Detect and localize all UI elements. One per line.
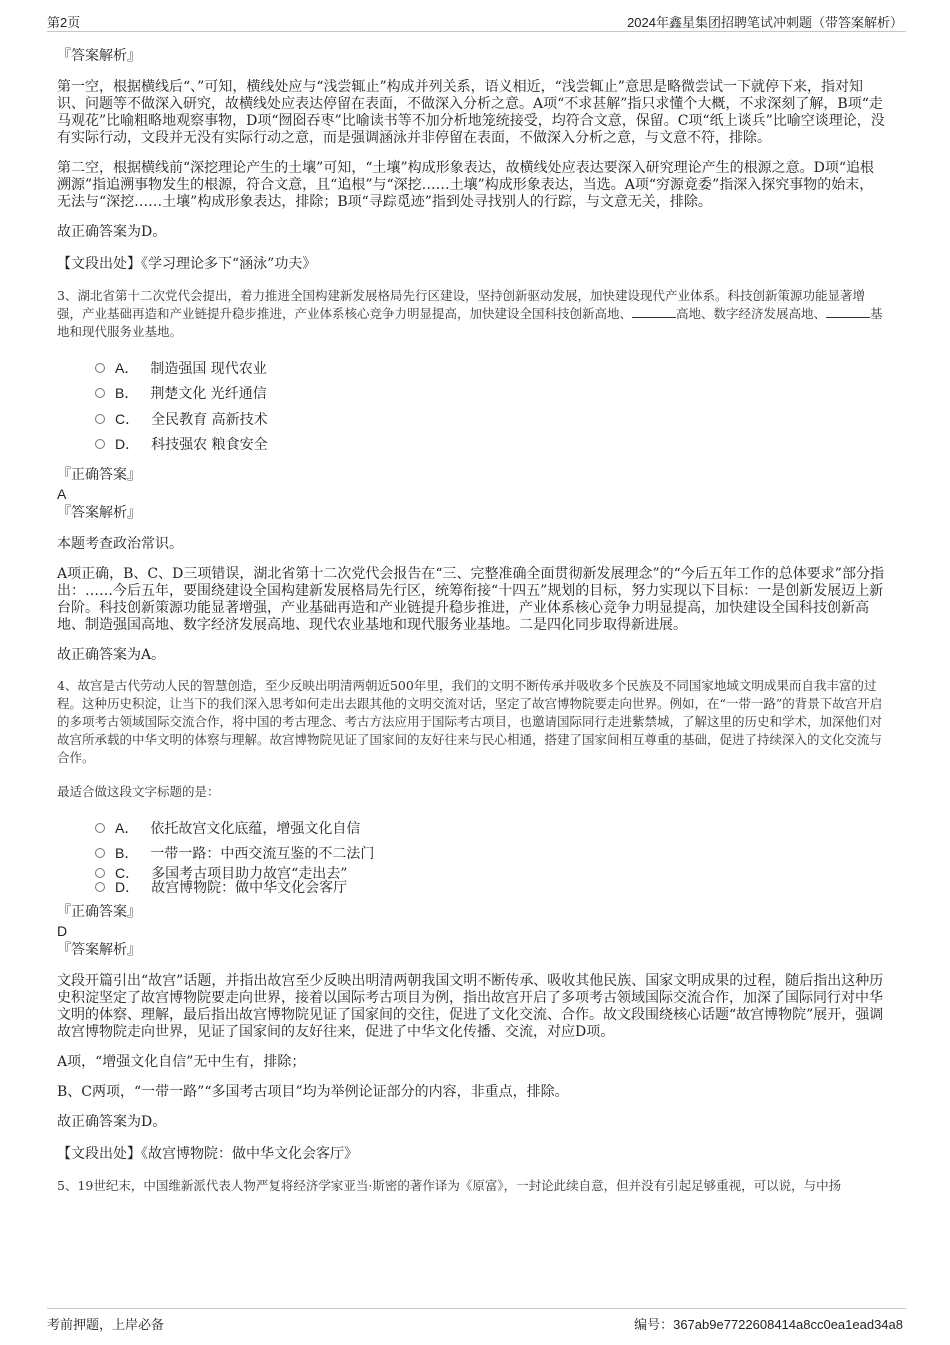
header-divider <box>47 31 906 32</box>
q3-options <box>95 355 887 457</box>
q3-option-b[interactable]: B． 荆楚文化 光纤通信 <box>95 381 887 407</box>
q2-conclusion: 故正确答案为D。 <box>57 224 167 240</box>
radio-button-icon[interactable] <box>95 439 105 449</box>
q3-correct-answer: A <box>57 486 67 502</box>
q3-stem: 3、湖北省第十二次党代会提出，着力推进全国构建新发展格局先行区建设，坚持创新驱动发展，加快建设现代产业体系。科技创新策源功能显著增强，产业基础再造和产业链提升稳步推进，产业体系核心竞争力明显提高，加快建设全国科技创新高地、 高地、数字经济发展高地、 基地和现代服务业基地。 <box>57 288 883 339</box>
radio-button-icon[interactable] <box>95 388 105 398</box>
q4-conclusion: 故正确答案为D。 <box>57 1114 167 1130</box>
page-footer <box>0 1300 950 1345</box>
q4-analysis-p3: B、C两项，“一带一路”“多国考古项目”均为举例论证部分的内容，非重点，排除。 <box>57 1084 569 1100</box>
q4-correct-label: 『正确答案』 <box>57 904 141 920</box>
q4-option-a[interactable]: A． 依托故宫文化底蕴，增强文化自信 <box>95 815 887 841</box>
q3-option-d[interactable]: D． 科技强农 粮食安全 <box>95 432 887 458</box>
document-title: 2024年鑫星集团招聘笔试冲刺题（带答案解析） <box>627 15 903 30</box>
q4-analysis-p1: 文段开篇引出“故宫”话题，并指出故宫至少反映出明清两朝我国文明不断传承、吸收其他民族、国家文明成果的过程，随后指出这种历史积淀坚定了故宫博物院要走向世界，接着以国际考古项目为例，指出故宫开启了多项考古领域国际交流合作，加深了国际同行对中华文明的体察、理解，最后指出故宫博物院见证了国家间的交往，促进了文化交流、合作。故文段围绕核心话题“故宫博物院”展开，强调故宫博物院走向世界，见证了国家间的友好往来，促进了中华文化传播、交流，对应D项。 <box>57 973 884 1040</box>
q4-analysis-label: 『答案解析』 <box>57 942 141 958</box>
q4-options <box>95 815 887 894</box>
document-id: 编号：367ab9e7722608414a8cc0ea1ead34a8 <box>634 1317 903 1332</box>
answer-blank <box>826 305 870 318</box>
q4-option-b[interactable]: B． 一带一路：中西交流互鉴的不二法门 <box>95 841 887 867</box>
q3-correct-label: 『正确答案』 <box>57 467 141 483</box>
q2-analysis-p2: 第二空，根据横线前“深挖理论产生的土壤”可知，“土壤”构成形象表达，故横线处应表达要深入研究理论产生的根源之意。D项“追根溯源”指追溯事物发生的根源，符合文意，且“追根”与“深挖……土壤”构成形象表达，当选。A项“穷源竟委”指深入探究事物的始末，无法与“深挖……土壤”构成形象表达，排除；B项“寻踪觅迹”指到处寻找别人的行踪，与文意无关，排除。 <box>57 160 875 210</box>
page-content <box>57 46 887 1300</box>
footer-divider <box>47 1308 906 1309</box>
q4-analysis-p2: A项，“增强文化自信”无中生有，排除； <box>57 1054 306 1070</box>
radio-button-icon[interactable] <box>95 414 105 424</box>
q4-option-c[interactable]: C． 多国考古项目助力故宫“走出去” <box>95 866 887 880</box>
footer-slogan: 考前押题，上岸必备 <box>47 1318 165 1333</box>
radio-button-icon[interactable] <box>95 363 105 373</box>
q2-analysis-label: 『答案解析』 <box>57 48 141 64</box>
q2-source: 【文段出处】《学习理论多下“涵泳”功夫》 <box>57 256 317 272</box>
q3-conclusion: 故正确答案为A。 <box>57 647 166 663</box>
q4-prompt: 最适合做这段文字标题的是： <box>57 784 220 799</box>
q2-analysis-p1: 第一空，根据横线后“、”可知，横线处应与“浅尝辄止”构成并列关系，语义相近，“浅尝辄止”意思是略微尝试一下就停下来，指对知识、问题等不做深入研究，故横线处应表达停留在表面，不做深入分析之意。A项“不求甚解”指只求懂个大概，不求深刻了解，B项“走马观花”比喻粗略地观察事物，D项“囫囵吞枣”比喻读书等不加分析地笼统接受，均符合文意，保留。C项“纸上谈兵”比喻空谈理论，没有实际行动，文段并无没有实际行动之意，而是强调涵泳并非停留在表面，不做深入分析之意，与文意不符，排除。 <box>57 79 885 146</box>
answer-blank <box>632 305 676 318</box>
radio-button-icon[interactable] <box>95 882 105 892</box>
radio-button-icon[interactable] <box>95 868 105 878</box>
radio-button-icon[interactable] <box>95 848 105 858</box>
q3-analysis-label: 『答案解析』 <box>57 505 141 521</box>
q4-option-d[interactable]: D． 故宫博物院：做中华文化会客厅 <box>95 880 887 894</box>
radio-button-icon[interactable] <box>95 823 105 833</box>
q5-stem: 5、19世纪末，中国维新派代表人物严复将经济学家亚当·斯密的著作译为《原富》，一封论此续自意，但并没有引起足够重视，可以说，与中扬 <box>57 1178 842 1193</box>
page-header <box>0 0 950 32</box>
q3-analysis-p1: 本题考查政治常识。 <box>57 536 183 552</box>
page-number: 第2页 <box>47 15 81 30</box>
q3-option-c[interactable]: C． 全民教育 高新技术 <box>95 406 887 432</box>
q3-analysis-p2: A项正确，B、C、D三项错误，湖北省第十二次党代会报告在“三、完整准确全面贯彻新发展理念”的“今后五年工作的总体要求”部分指出：……今后五年，要围绕建设全国构建新发展格局先行区，统筹衔接“十四五”规划的目标，努力实现以下目标：一是创新发展迈上新台阶。科技创新策源功能显著增强，产业基础再造和产业链提升稳步推进，产业体系核心竞争力明显提高，加快建设全国科技创新高地、制造强国高地、数字经济发展高地、现代农业基地和现代服务业基地。二是四化同步取得新进展。 <box>57 566 884 633</box>
q3-option-a[interactable]: A． 制造强国 现代农业 <box>95 355 887 381</box>
q4-correct-answer: D <box>57 923 68 939</box>
q4-source: 【文段出处】《故宫博物院：做中华文化会客厅》 <box>57 1146 358 1162</box>
q4-stem: 4、故宫是古代劳动人民的智慧创造，至少反映出明清两朝近500年里，我们的文明不断传承并吸收多个民族及不同国家地域文明成果而自我丰富的过程。这种历史积淀，让当下的我们深入思考如何走出去跟其他的文明交流对话，坚定了故宫博物院要走向世界。例如，在“一带一路”的背景下故宫开启的多项考古领域国际交流合作，将中国的考古理念、考古方法应用于国际考古项目，也邀请国际同行走进紫禁城，了解这里的历史和学术，加深他们对故宫所承载的中华文明的体察与理解。故宫博物院见证了国家间的友好往来与民心相通，搭建了国家间相互尊重的基础，促进了持续深入的文化交流与合作。 <box>57 678 883 765</box>
